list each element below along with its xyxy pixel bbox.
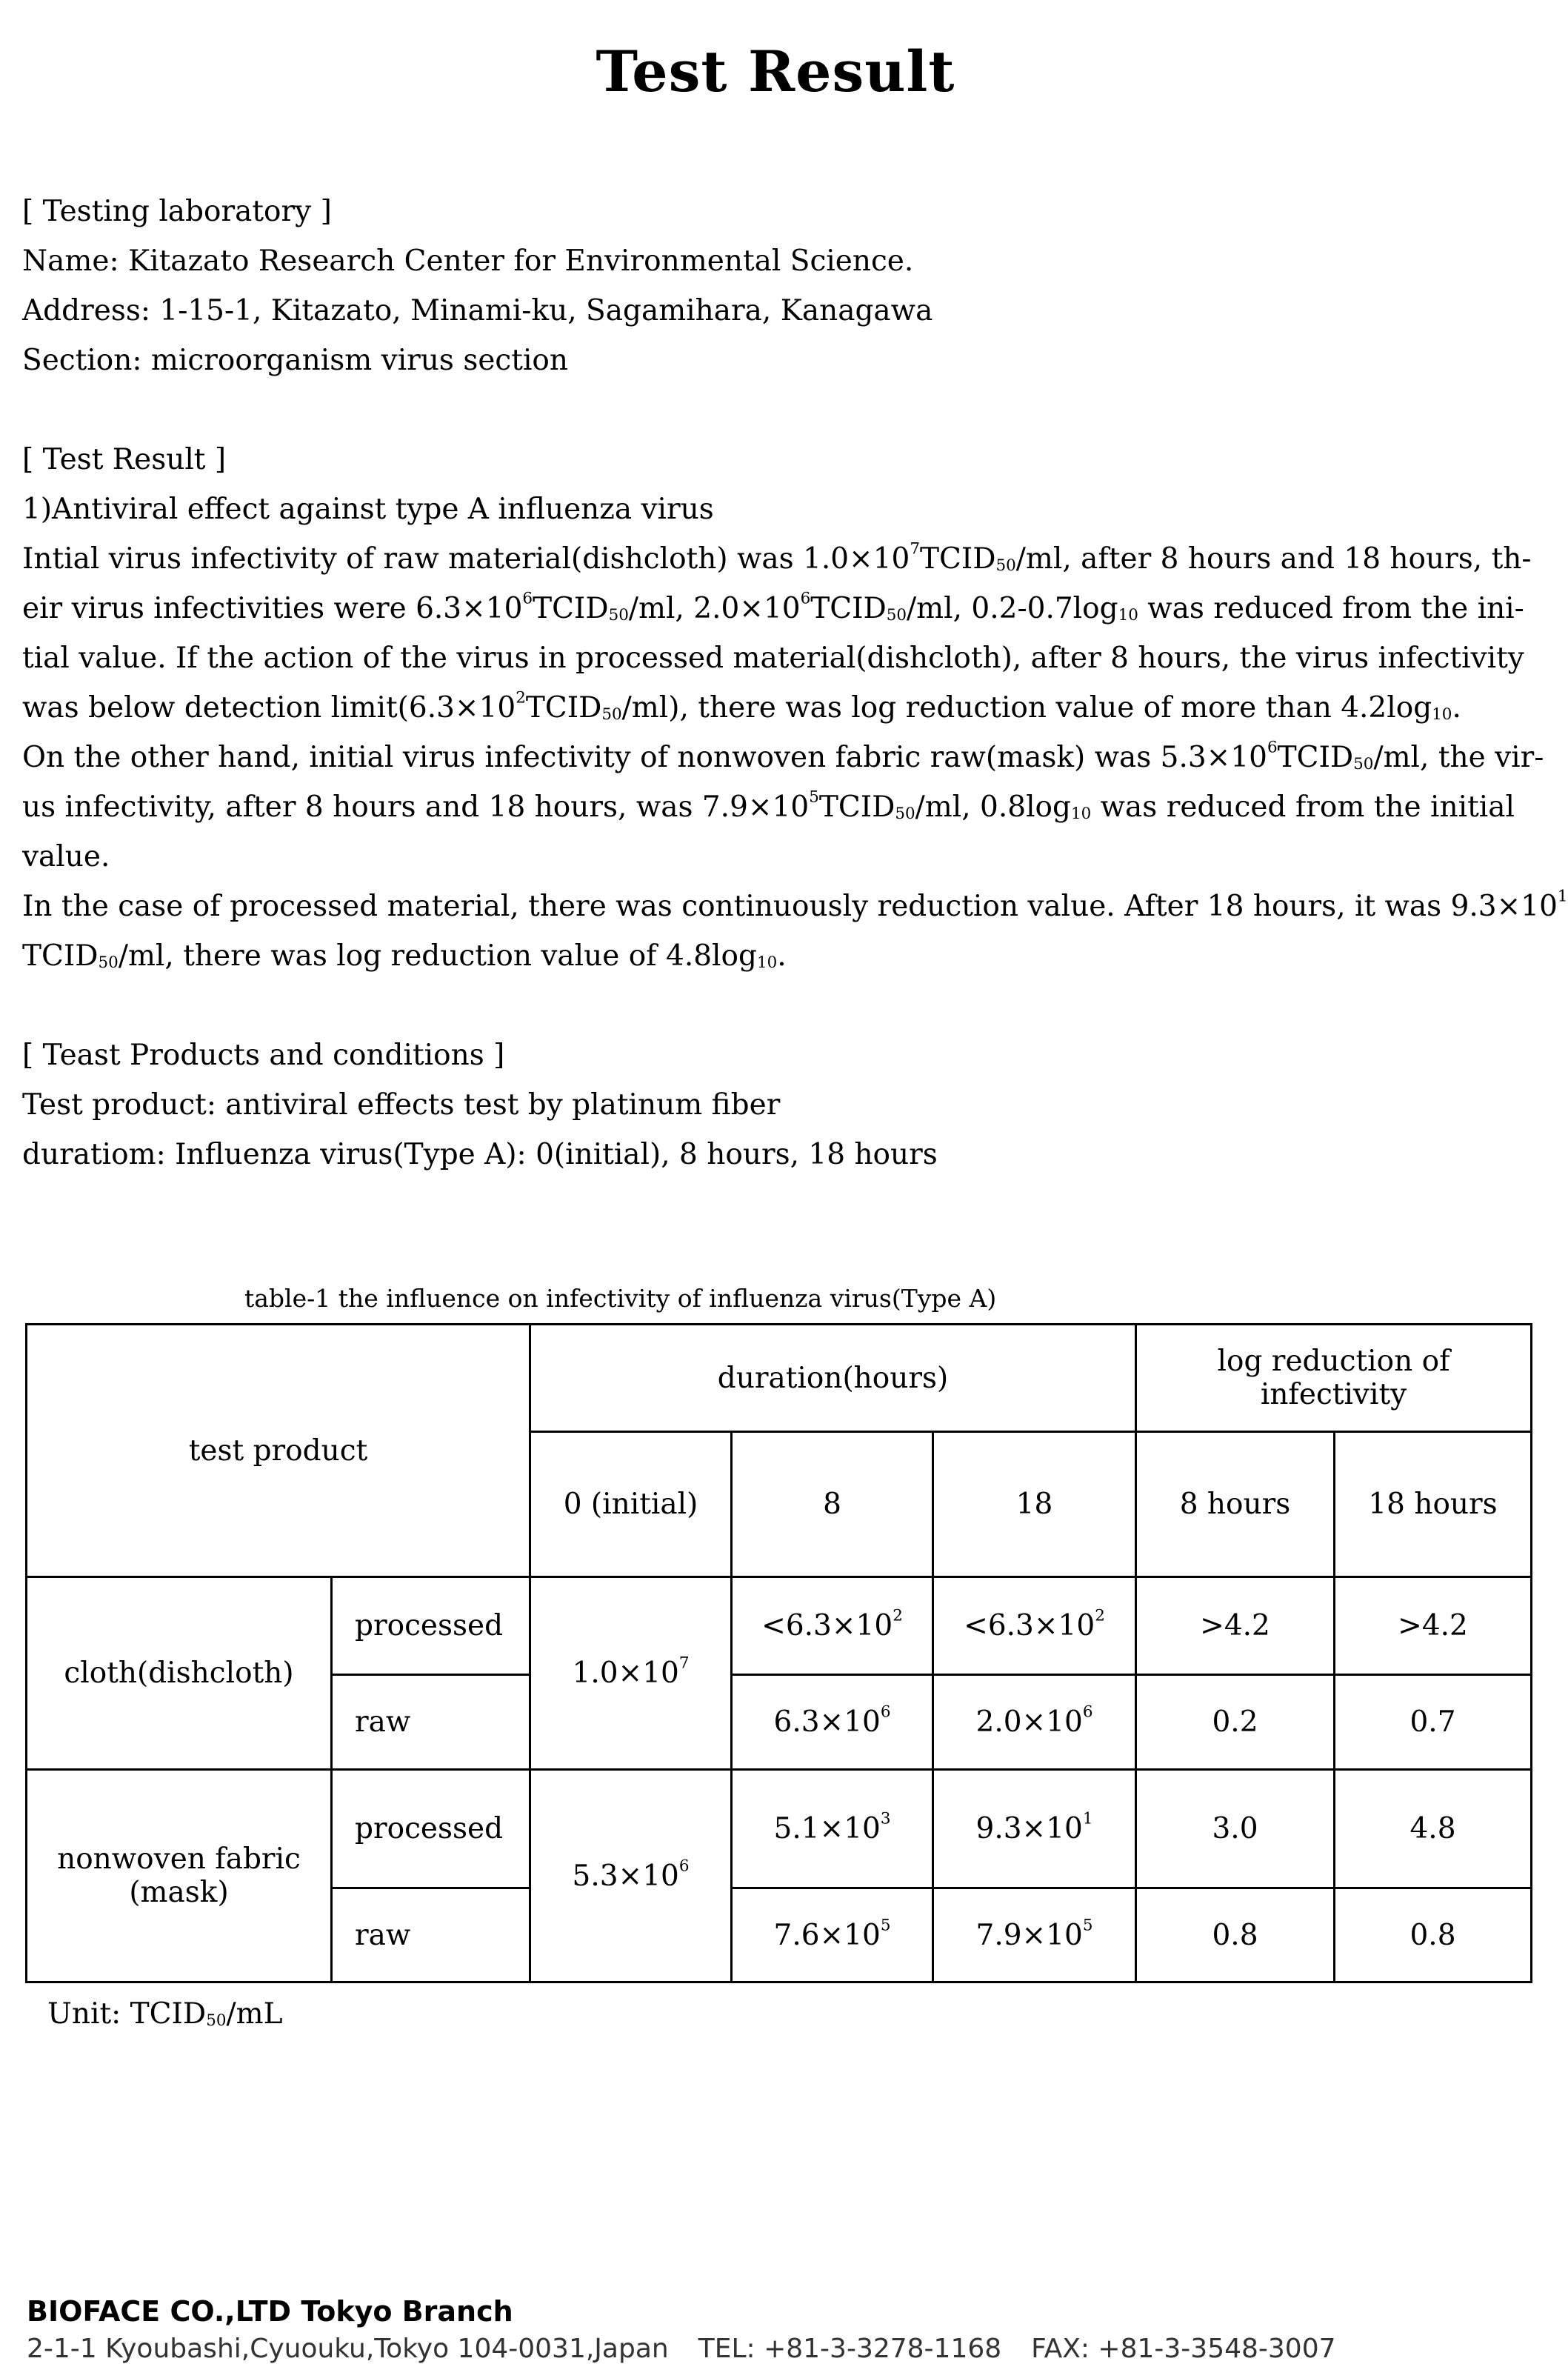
mask-raw-l18: 0.8 (1335, 1888, 1532, 1982)
mask-processed-d18: $9.3\times 10^1$ (933, 1770, 1136, 1888)
result-line-8: In the case of processed material, there was continuously reduction value. After 18 hours, it was $9.3\times 10^1$ (22, 887, 1568, 923)
table-header-row (27, 1325, 1532, 1432)
cloth-processed-d8: $<6.3\times 10^2$ (732, 1577, 933, 1675)
mask-label: nonwoven fabric (mask) (27, 1770, 332, 1982)
mask-raw-d8: $7.6\times 10^5$ (732, 1888, 933, 1982)
mask-initial: $5.3\times 10^6$ (530, 1770, 732, 1982)
header-l8: 8 hours (1136, 1432, 1335, 1577)
cloth-raw-d8: $6.3\times 10^6$ (732, 1675, 933, 1770)
cloth-raw-l18: 0.7 (1335, 1675, 1532, 1770)
result-line-5: On the other hand, initial virus infectivity of nonwoven fabric raw(mask) was $5.3\times 10^6TCID_{50}/ml$, the vir- (22, 738, 1544, 774)
lab-address: Address: 1-15-1, Kitazato, Minami-ku, Sagamihara, Kanagawa (22, 294, 933, 327)
lab-name: Name: Kitazato Research Center for Environmental Science. (22, 244, 914, 278)
footer-address: 2-1-1 Kyoubashi,Cyuouku,Tokyo 104-0031,Japan (27, 2334, 669, 2364)
result-line-4: was below detection $limit(6.3\times 10^2TCID_{50}/ml)$, there was log reduction value of more than $4.2\log_{10}$. (22, 688, 1461, 725)
header-d18: 18 (933, 1432, 1136, 1577)
result-line-3: tial value. If the action of the virus in processed material(dishcloth), after 8 hours, the virus infectivity (22, 642, 1524, 675)
cloth-processed-l8: >4.2 (1136, 1577, 1335, 1675)
result-line-7: value. (22, 840, 110, 873)
header-d0: 0 (initial) (530, 1432, 732, 1577)
products-heading: [ Teast Products and conditions ] (22, 1039, 505, 1072)
mask-raw-label: raw (332, 1888, 530, 1982)
mask-raw-l8: 0.8 (1136, 1888, 1335, 1982)
result-subheading: 1)Antiviral effect against type A influenza virus (22, 493, 714, 526)
mask-raw-d18: $7.9\times 10^5$ (933, 1888, 1136, 1982)
cloth-processed-d18: $<6.3\times 10^2$ (933, 1577, 1136, 1675)
footer-tel: TEL: +81-3-3278-1168 (698, 2334, 1002, 2364)
unit-note: Unit: $TCID_{50}/mL$ (47, 1997, 283, 2031)
result-line-6: us infectivity, after 8 hours and 18 hours, was $7.9\times 10^5TCID_{50}/ml$, $0.8\log_{10}$ was reduced from the initial (22, 788, 1515, 824)
header-d8: 8 (732, 1432, 933, 1577)
footer-fax: FAX: +81-3-3548-3007 (1031, 2334, 1336, 2364)
footer-contact (27, 2334, 1336, 2364)
mask-processed-l8: 3.0 (1136, 1770, 1335, 1888)
body-text (22, 187, 1568, 1179)
cloth-initial: $1.0\times 10^7$ (530, 1577, 732, 1770)
cloth-raw-label: raw (332, 1675, 530, 1770)
header-log-reduction: log reduction of infectivity (1136, 1325, 1532, 1432)
result-line-1: Intial virus infectivity of raw material(dishcloth) was $1.0\times 10^7TCID_{50}/ml$, after 8 hours and 18 hours, th- (22, 539, 1532, 576)
cloth-raw-l8: 0.2 (1136, 1675, 1335, 1770)
cloth-processed-l18: >4.2 (1335, 1577, 1532, 1675)
cloth-processed-label: processed (332, 1577, 530, 1675)
results-table (25, 1323, 1532, 1983)
result-line-9: $TCID_{50}/ml$, there was log reduction value of $4.8\log_{10}$. (22, 939, 787, 973)
header-duration: duration(hours) (530, 1325, 1136, 1432)
mask-processed-label: processed (332, 1770, 530, 1888)
lab-heading: [ Testing laboratory ] (22, 195, 332, 228)
header-test-product: test product (27, 1325, 530, 1577)
result-line-2: eir virus infectivities were $6.3\times 10^6TCID_{50}/ml$, $2.0\times 10^6TCID_{50}/ml$, $0.2-0.7\log_{10}$ was reduced from the ini- (22, 589, 1524, 625)
cloth-label: cloth(dishcloth) (27, 1577, 332, 1770)
products-product: Test product: antiviral effects test by platinum fiber (22, 1088, 781, 1122)
mask-processed-d8: $5.1\times 10^3$ (732, 1770, 933, 1888)
spacer (22, 981, 1533, 1030)
table-caption: table-1 the influence on infectivity of influenza virus(Type A) (244, 1284, 997, 1313)
cloth-raw-d18: $2.0\times 10^6$ (933, 1675, 1136, 1770)
result-heading: [ Test Result ] (22, 443, 227, 476)
table-row (27, 1577, 1532, 1675)
mask-processed-l18: 4.8 (1335, 1770, 1532, 1888)
footer-company: BIOFACE CO.,LTD Tokyo Branch (27, 2295, 513, 2328)
header-l18: 18 hours (1335, 1432, 1532, 1577)
table-row (27, 1770, 1532, 1888)
page-title: Test Result (595, 39, 955, 104)
lab-section: Section: microorganism virus section (22, 344, 569, 377)
products-duration: duratiom: Influenza virus(Type A): 0(initial), 8 hours, 18 hours (22, 1138, 938, 1171)
spacer (22, 385, 1533, 435)
